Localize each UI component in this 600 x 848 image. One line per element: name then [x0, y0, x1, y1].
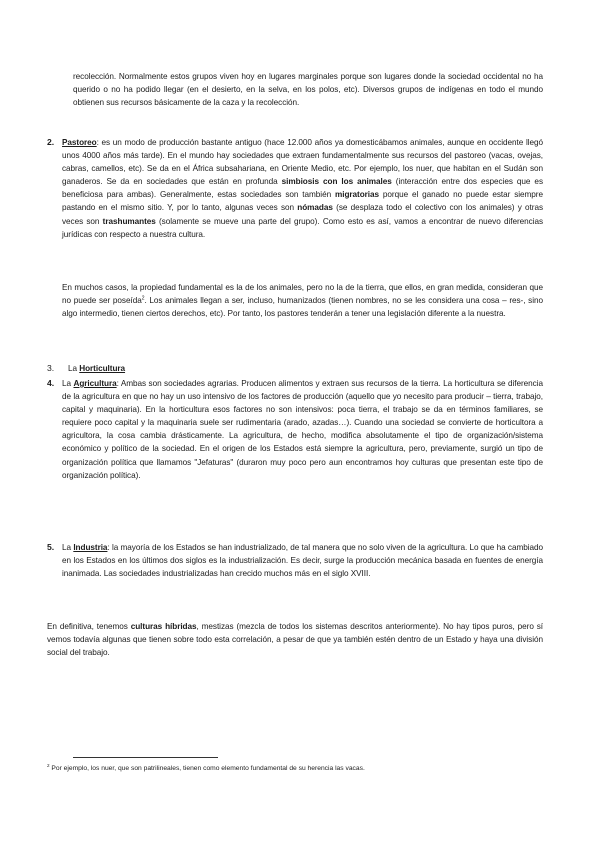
- footnote-mark: 2: [47, 762, 50, 768]
- item-4-title: Agricultura: [73, 379, 117, 388]
- item-2-paragraph-2: En muchos casos, la propiedad fundamental es la de los animales, pero no la de la tierra, que ellos, en gran medida, consideran que no puede ser poseída$^2$. Los animales llegan a ser, incluso, humanizados (tienen nombres, no se les considera una cosa – res-, sino algo intermedio, tienen ciertos derechos, etc). Por tanto, los pastores tenderán a tener una legislación diferente a la nuestra.: [62, 283, 543, 319]
- term-trashumantes: trashumantes: [102, 216, 156, 226]
- conclusion-paragraph: En definitiva, tenemos culturas híbridas, mestizas (mezcla de todos los sistemas descritos anteriormente). No hay tipos puros, pero sí vemos todavía algunas que tienen sobre todo esta correlación, a pesar de que ya también estén dentro de un Estado y haya una división social del trabajo.: [47, 622, 543, 658]
- item-4-paragraph: La Agricultura: Ambas son sociedades agrarias. Producen alimentos y extraen sus recursos de la tierra. La horticultura se diferencia de la agricultura en que no hay un uso intensivo de los factores de producción (aquello que yo necesito para producir – tierra, trabajo, capital y maquinaria). En la horticultura esos factores no son intensivos: poca tierra, el trabajo se da en términos familiares, se requiere poco capital y la maquinaria suele ser rudimentaria (arado, azadas…). Cuando una sociedad se convierte de horticultora a agricultora, la cosa cambia drásticamente. La agricultura, de hecho, modifica absolutamente el tipo de organización/sistema económico y político de la sociedad. En el origen de los Estados está siempre la agricultura, pero, previamente, surgió un tipo de organización política que llamamos "Jefaturas" (duraron muy poco pero aun encontramos hoy culturas que presentan este tipo de organización política).: [62, 379, 543, 480]
- item-2-number: 2.: [47, 137, 55, 147]
- item-5-title: Industria: [73, 543, 108, 552]
- term-migratorias: migratorias: [334, 190, 380, 200]
- item-5-paragraph: La Industria: la mayoría de los Estados se han industrializado, de tal manera que no solo viven de la agricultura. Lo que ha cambiado en los Estados en los últimos dos siglos es la industrialización. Es decir, surge la producción mecánica basada en fuentes de energía inanimada. Las sociedades industrializadas han crecido muchos más en el siglo XVIII.: [62, 543, 544, 579]
- item-2-paragraph: Pastoreo: es un modo de producción bastante antiguo (hace 12.000 años ya domesticábamos animales, aunque en occidente llegó unos 4000 años más tarde). En el mundo hay sociedades que extraen fundamentalmente sus recursos del pastoreo (vacas, ovejas, cabras, camellos, etc). Se da en el África subsahariana, en Oriente Medio, etc. Por ejemplo, los nuer, que habitan en el Sudán son ganaderos. Se da en sociedades que están en profunda simbiosis con los animales (interacción entre dos especies que es beneficiosa para ambas). Generalmente, estas sociedades son también migratorias porque el ganado no puede estar siempre pastando en el mismo sitio. Y, por lo tanto, algunas veces son nómadas (se desplaza todo el colectivo con los animales) y otras veces son trashumantes (solamente se mueve una parte del grupo). Como esto es así, vamos a encontrar de nuevo diferencias jurídicas con respecto a nuestra cultura.: [62, 138, 544, 239]
- item-4-number: 4.: [47, 378, 55, 388]
- item-2-title: Pastoreo: [62, 138, 97, 147]
- footnote-divider: [73, 757, 218, 758]
- footnote-ref: 2: [141, 295, 145, 302]
- item-3-title: Horticultura: [79, 364, 126, 373]
- item-5-number: 5.: [47, 542, 55, 552]
- term-simbiosis: simbiosis con los animales: [281, 177, 392, 187]
- term-culturas-hibridas: culturas híbridas: [130, 622, 197, 631]
- item-3-heading: La Horticultura: [68, 364, 126, 373]
- footnote: $^2$ Por ejemplo, los nuer, que son patrilineales, tienen como elemento fundamental de su herencia las vacas.: [47, 762, 365, 772]
- term-nomadas: nómadas: [297, 203, 333, 213]
- intro-paragraph: recolección. Normalmente estos grupos viven hoy en lugares marginales porque son lugares donde la sociedad occidental no ha querido o no ha podido llegar (en el desierto, en la selva, en los polos, etc). Diversos grupos de indígenas en todo el mundo obtienen sus recursos básicamente de la caza y la recolección.: [73, 72, 543, 108]
- item-3-number: 3.: [47, 363, 55, 373]
